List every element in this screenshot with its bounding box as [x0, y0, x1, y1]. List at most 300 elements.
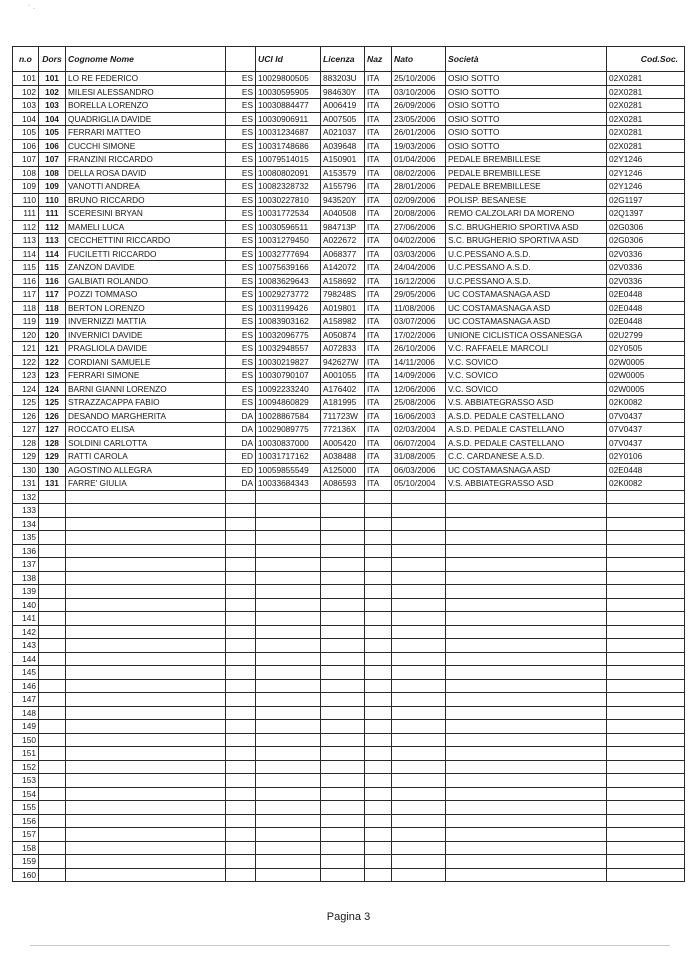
cell-licenza: 798248S	[321, 288, 365, 302]
cell-societa: OSIO SOTTO	[446, 85, 607, 99]
cell-category: ES	[226, 382, 256, 396]
cell-licenza	[321, 733, 365, 747]
cell-uci-id: 10029273772	[256, 288, 321, 302]
cell-licenza: A072833	[321, 342, 365, 356]
participant-table	[12, 46, 685, 882]
cell-nato	[392, 598, 446, 612]
cell-licenza: A086593	[321, 477, 365, 491]
cell-cod-soc	[607, 612, 685, 626]
cell-no: 118	[13, 301, 39, 315]
cell-no: 117	[13, 288, 39, 302]
cell-uci-id: 10030906911	[256, 112, 321, 126]
table-row	[13, 315, 685, 329]
cell-name	[66, 517, 226, 531]
cell-name: BRUNO RICCARDO	[66, 193, 226, 207]
cell-nato	[392, 531, 446, 545]
cell-category	[226, 693, 256, 707]
cell-nato	[392, 733, 446, 747]
table-row	[13, 598, 685, 612]
cell-no: 157	[13, 828, 39, 842]
cell-nato: 29/05/2006	[392, 288, 446, 302]
cell-dors: 111	[39, 207, 66, 221]
cell-naz: ITA	[365, 463, 392, 477]
cell-licenza	[321, 598, 365, 612]
cell-dors: 121	[39, 342, 66, 356]
cell-societa: V.C. SOVICO	[446, 369, 607, 383]
cell-cod-soc	[607, 693, 685, 707]
cell-dors: 106	[39, 139, 66, 153]
cell-dors	[39, 774, 66, 788]
cell-uci-id: 10032096775	[256, 328, 321, 342]
cell-dors: 115	[39, 261, 66, 275]
cell-licenza	[321, 639, 365, 653]
cell-licenza	[321, 706, 365, 720]
cell-category: ES	[226, 288, 256, 302]
cell-name: FRANZINI RICCARDO	[66, 153, 226, 167]
cell-societa	[446, 733, 607, 747]
cell-name	[66, 828, 226, 842]
cell-uci-id: 10031279450	[256, 234, 321, 248]
cell-category	[226, 706, 256, 720]
cell-category: ES	[226, 274, 256, 288]
scan-mark: ´ ·	[28, 4, 36, 13]
cell-uci-id	[256, 814, 321, 828]
cell-licenza	[321, 679, 365, 693]
cell-uci-id: 10030596511	[256, 220, 321, 234]
cell-naz	[365, 841, 392, 855]
cell-uci-id	[256, 504, 321, 518]
cell-name	[66, 760, 226, 774]
cell-dors: 130	[39, 463, 66, 477]
table-row	[13, 139, 685, 153]
cell-cod-soc	[607, 571, 685, 585]
cell-naz: ITA	[365, 274, 392, 288]
table-row	[13, 531, 685, 545]
cell-cod-soc: 02W0005	[607, 355, 685, 369]
cell-category: ES	[226, 301, 256, 315]
cell-dors: 102	[39, 85, 66, 99]
cell-no: 102	[13, 85, 39, 99]
cell-licenza: A125000	[321, 463, 365, 477]
cell-naz	[365, 693, 392, 707]
table-row	[13, 841, 685, 855]
cell-licenza	[321, 814, 365, 828]
cell-naz: ITA	[365, 85, 392, 99]
cell-category	[226, 801, 256, 815]
cell-cod-soc	[607, 585, 685, 599]
table-row	[13, 544, 685, 558]
cell-naz: ITA	[365, 112, 392, 126]
cell-name	[66, 666, 226, 680]
cell-licenza: A039648	[321, 139, 365, 153]
cell-category	[226, 490, 256, 504]
cell-uci-id: 10031748686	[256, 139, 321, 153]
cell-naz: ITA	[365, 234, 392, 248]
cell-no: 122	[13, 355, 39, 369]
table-row	[13, 166, 685, 180]
cell-nato: 06/07/2004	[392, 436, 446, 450]
cell-nato	[392, 504, 446, 518]
cell-no: 104	[13, 112, 39, 126]
cell-licenza: A038488	[321, 450, 365, 464]
cell-societa	[446, 693, 607, 707]
cell-dors	[39, 558, 66, 572]
cell-societa	[446, 544, 607, 558]
cell-no: 153	[13, 774, 39, 788]
cell-societa	[446, 652, 607, 666]
cell-licenza: 883203U	[321, 72, 365, 86]
cell-uci-id: 10075639166	[256, 261, 321, 275]
cell-societa: OSIO SOTTO	[446, 126, 607, 140]
cell-dors	[39, 544, 66, 558]
cell-no: 158	[13, 841, 39, 855]
cell-category	[226, 531, 256, 545]
cell-no: 110	[13, 193, 39, 207]
table-row	[13, 679, 685, 693]
cell-cod-soc	[607, 828, 685, 842]
cell-licenza: A050874	[321, 328, 365, 342]
cell-uci-id: 10082328732	[256, 180, 321, 194]
page-number: Pagina 3	[326, 911, 371, 923]
cell-name: CECCHETTINI RICCARDO	[66, 234, 226, 248]
cell-societa: A.S.D. PEDALE CASTELLANO	[446, 423, 607, 437]
cell-category: ED	[226, 463, 256, 477]
cell-category	[226, 733, 256, 747]
cell-naz: ITA	[365, 301, 392, 315]
cell-no: 145	[13, 666, 39, 680]
cell-cod-soc	[607, 787, 685, 801]
cell-name	[66, 841, 226, 855]
cell-uci-id: 10083903162	[256, 315, 321, 329]
cell-dors	[39, 598, 66, 612]
cell-name	[66, 571, 226, 585]
cell-category: ES	[226, 72, 256, 86]
cell-no: 113	[13, 234, 39, 248]
cell-societa	[446, 558, 607, 572]
table-row	[13, 477, 685, 491]
cell-licenza	[321, 666, 365, 680]
cell-category: DA	[226, 477, 256, 491]
col-header-nato: Nato	[392, 47, 446, 72]
cell-category	[226, 598, 256, 612]
cell-dors	[39, 706, 66, 720]
cell-uci-id	[256, 679, 321, 693]
cell-nato	[392, 517, 446, 531]
cell-licenza: A001055	[321, 369, 365, 383]
cell-nato: 16/06/2003	[392, 409, 446, 423]
cell-no: 105	[13, 126, 39, 140]
cell-uci-id	[256, 558, 321, 572]
cell-no: 128	[13, 436, 39, 450]
col-header-uci: UCI Id	[256, 47, 321, 72]
cell-no: 108	[13, 166, 39, 180]
cell-category: ES	[226, 234, 256, 248]
cell-category: ES	[226, 85, 256, 99]
cell-nato: 01/04/2006	[392, 153, 446, 167]
cell-cod-soc: 02V0336	[607, 261, 685, 275]
cell-societa: A.S.D. PEDALE CASTELLANO	[446, 409, 607, 423]
cell-licenza: A022672	[321, 234, 365, 248]
cell-category	[226, 747, 256, 761]
table-header	[13, 47, 685, 72]
cell-dors: 110	[39, 193, 66, 207]
cell-licenza: A006419	[321, 99, 365, 113]
cell-uci-id	[256, 693, 321, 707]
cell-name: FUCILETTI RICCARDO	[66, 247, 226, 261]
cell-naz	[365, 868, 392, 882]
cell-no: 152	[13, 760, 39, 774]
cell-dors: 114	[39, 247, 66, 261]
cell-societa: V.C. SOVICO	[446, 382, 607, 396]
cell-category	[226, 585, 256, 599]
table-row	[13, 571, 685, 585]
cell-nato	[392, 571, 446, 585]
cell-licenza	[321, 652, 365, 666]
cell-category	[226, 774, 256, 788]
table-row	[13, 72, 685, 86]
cell-licenza: 711723W	[321, 409, 365, 423]
cell-societa	[446, 625, 607, 639]
table-row	[13, 288, 685, 302]
cell-cod-soc: 02Y0505	[607, 342, 685, 356]
cell-societa	[446, 841, 607, 855]
cell-category	[226, 504, 256, 518]
cell-name	[66, 855, 226, 869]
cell-cod-soc	[607, 598, 685, 612]
cell-uci-id: 10031199426	[256, 301, 321, 315]
cell-dors	[39, 747, 66, 761]
cell-licenza: A158692	[321, 274, 365, 288]
cell-nato: 25/10/2006	[392, 72, 446, 86]
cell-societa: PEDALE BREMBILLESE	[446, 153, 607, 167]
cell-name: MAMELI LUCA	[66, 220, 226, 234]
cell-uci-id: 10032777694	[256, 247, 321, 261]
cell-nato	[392, 720, 446, 734]
cell-nato	[392, 639, 446, 653]
cell-name: CORDIANI SAMUELE	[66, 355, 226, 369]
cell-cod-soc: 02E0448	[607, 463, 685, 477]
cell-societa	[446, 706, 607, 720]
table-row	[13, 760, 685, 774]
cell-dors	[39, 828, 66, 842]
cell-nato: 19/03/2006	[392, 139, 446, 153]
cell-no: 111	[13, 207, 39, 221]
cell-cod-soc: 02G0306	[607, 234, 685, 248]
cell-dors	[39, 639, 66, 653]
cell-no: 115	[13, 261, 39, 275]
cell-nato: 25/08/2006	[392, 396, 446, 410]
cell-category: DA	[226, 409, 256, 423]
cell-nato	[392, 747, 446, 761]
cell-name	[66, 490, 226, 504]
cell-nato	[392, 868, 446, 882]
cell-cod-soc: 02X0281	[607, 139, 685, 153]
cell-naz: ITA	[365, 355, 392, 369]
cell-no: 137	[13, 558, 39, 572]
cell-no: 109	[13, 180, 39, 194]
cell-societa	[446, 801, 607, 815]
cell-cod-soc: 02Q1397	[607, 207, 685, 221]
cell-category: ES	[226, 126, 256, 140]
cell-societa: UC COSTAMASNAGA ASD	[446, 288, 607, 302]
cell-name	[66, 504, 226, 518]
cell-name	[66, 720, 226, 734]
table-row	[13, 355, 685, 369]
cell-no: 121	[13, 342, 39, 356]
cell-naz	[365, 544, 392, 558]
cell-dors	[39, 814, 66, 828]
cell-nato: 24/04/2006	[392, 261, 446, 275]
cell-category: ES	[226, 180, 256, 194]
table-row	[13, 652, 685, 666]
cell-licenza: A158982	[321, 315, 365, 329]
cell-name: POZZI TOMMASO	[66, 288, 226, 302]
cell-licenza: A021037	[321, 126, 365, 140]
cell-cod-soc: 02X0281	[607, 112, 685, 126]
cell-uci-id	[256, 720, 321, 734]
cell-societa	[446, 679, 607, 693]
cell-name: ROCCATO ELISA	[66, 423, 226, 437]
cell-dors: 120	[39, 328, 66, 342]
cell-nato	[392, 652, 446, 666]
table-row	[13, 706, 685, 720]
cell-no: 107	[13, 153, 39, 167]
cell-naz: ITA	[365, 342, 392, 356]
cell-category: DA	[226, 423, 256, 437]
cell-licenza: A142072	[321, 261, 365, 275]
cell-dors: 128	[39, 436, 66, 450]
cell-no: 101	[13, 72, 39, 86]
cell-societa	[446, 787, 607, 801]
cell-dors: 105	[39, 126, 66, 140]
cell-dors: 113	[39, 234, 66, 248]
cell-nato: 23/05/2006	[392, 112, 446, 126]
cell-category: ES	[226, 99, 256, 113]
cell-societa: UNIONE CICLISTICA OSSANESGA	[446, 328, 607, 342]
cell-licenza: A007505	[321, 112, 365, 126]
cell-category	[226, 679, 256, 693]
cell-licenza	[321, 760, 365, 774]
cell-nato: 04/02/2006	[392, 234, 446, 248]
cell-no: 136	[13, 544, 39, 558]
cell-name: FERRARI MATTEO	[66, 126, 226, 140]
cell-uci-id: 10079514015	[256, 153, 321, 167]
cell-nato: 26/09/2006	[392, 99, 446, 113]
cell-societa	[446, 598, 607, 612]
cell-uci-id	[256, 490, 321, 504]
cell-category: ES	[226, 342, 256, 356]
cell-category	[226, 544, 256, 558]
cell-naz	[365, 625, 392, 639]
cell-category: ES	[226, 247, 256, 261]
cell-societa	[446, 868, 607, 882]
cell-naz	[365, 720, 392, 734]
cell-societa: V.C. RAFFAELE MARCOLI	[446, 342, 607, 356]
cell-cod-soc	[607, 760, 685, 774]
table-row	[13, 409, 685, 423]
cell-category	[226, 720, 256, 734]
cell-cod-soc	[607, 706, 685, 720]
cell-uci-id: 10059855549	[256, 463, 321, 477]
table-row	[13, 625, 685, 639]
cell-uci-id: 10033684343	[256, 477, 321, 491]
cell-category: ES	[226, 193, 256, 207]
table-row	[13, 585, 685, 599]
cell-societa: REMO CALZOLARI DA MORENO	[446, 207, 607, 221]
cell-uci-id: 10031717162	[256, 450, 321, 464]
cell-naz: ITA	[365, 288, 392, 302]
cell-naz: ITA	[365, 193, 392, 207]
cell-naz	[365, 504, 392, 518]
cell-nato: 26/10/2006	[392, 342, 446, 356]
cell-societa: PEDALE BREMBILLESE	[446, 166, 607, 180]
cell-naz: ITA	[365, 99, 392, 113]
cell-licenza	[321, 841, 365, 855]
table-row	[13, 369, 685, 383]
cell-no: 150	[13, 733, 39, 747]
cell-cod-soc: 02X0281	[607, 99, 685, 113]
cell-uci-id	[256, 598, 321, 612]
cell-cod-soc: 02V0336	[607, 274, 685, 288]
cell-nato	[392, 787, 446, 801]
cell-nato	[392, 585, 446, 599]
cell-societa: UC COSTAMASNAGA ASD	[446, 301, 607, 315]
cell-uci-id	[256, 787, 321, 801]
cell-naz	[365, 855, 392, 869]
cell-cod-soc	[607, 544, 685, 558]
cell-category: ES	[226, 355, 256, 369]
cell-licenza: A155796	[321, 180, 365, 194]
cell-licenza: 943520Y	[321, 193, 365, 207]
cell-dors: 116	[39, 274, 66, 288]
cell-nato: 17/02/2006	[392, 328, 446, 342]
cell-dors: 118	[39, 301, 66, 315]
cell-licenza	[321, 612, 365, 626]
table-row	[13, 814, 685, 828]
cell-cod-soc: 02E0448	[607, 315, 685, 329]
cell-name	[66, 585, 226, 599]
cell-nato: 03/03/2006	[392, 247, 446, 261]
cell-cod-soc	[607, 814, 685, 828]
cell-dors: 104	[39, 112, 66, 126]
cell-category	[226, 787, 256, 801]
cell-licenza	[321, 855, 365, 869]
cell-naz	[365, 801, 392, 815]
cell-nato: 31/08/2005	[392, 450, 446, 464]
cell-cod-soc	[607, 625, 685, 639]
cell-dors: 125	[39, 396, 66, 410]
table-row	[13, 774, 685, 788]
cell-name: DESANDO MARGHERITA	[66, 409, 226, 423]
cell-societa	[446, 814, 607, 828]
cell-name: BORELLA LORENZO	[66, 99, 226, 113]
cell-cod-soc	[607, 666, 685, 680]
cell-dors	[39, 693, 66, 707]
cell-name	[66, 787, 226, 801]
cell-name	[66, 531, 226, 545]
table-row	[13, 801, 685, 815]
cell-naz: ITA	[365, 139, 392, 153]
cell-dors: 126	[39, 409, 66, 423]
cell-cod-soc	[607, 679, 685, 693]
table-row	[13, 612, 685, 626]
cell-nato	[392, 693, 446, 707]
cell-name	[66, 639, 226, 653]
cell-dors	[39, 760, 66, 774]
cell-cod-soc: 02Y1246	[607, 153, 685, 167]
cell-cod-soc: 02X0281	[607, 72, 685, 86]
col-header-societa: Società	[446, 47, 607, 72]
